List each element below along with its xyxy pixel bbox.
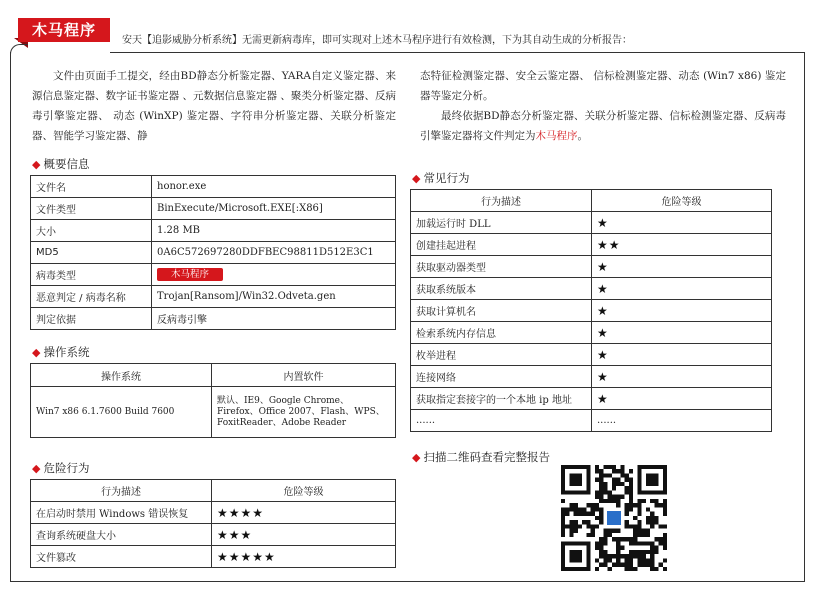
overview-title: 概要信息 [43,157,90,171]
diamond-icon: ◆ [32,346,41,359]
danger-table [30,479,396,568]
common-desc: 获取系统版本 [411,278,592,300]
overview-row [31,264,396,286]
overview-value: 1.28 MB [152,220,396,242]
common-row [411,410,772,432]
common-row [411,388,772,410]
common-row [411,256,772,278]
summary-paragraph-right-2 [420,106,786,146]
common-level-stars: ★ [592,344,772,366]
overview-value: 反病毒引擎 [152,308,396,330]
common-row [411,322,772,344]
os-col-software: 内置软件 [212,364,396,387]
overview-table [30,175,396,330]
overview-value: honor.exe [152,176,396,198]
common-title: 常见行为 [423,171,470,185]
common-desc: 创建挂起进程 [411,234,592,256]
common-desc: 获取指定套接字的一个本地 ip 地址 [411,388,592,410]
common-heading [412,170,469,186]
common-col-desc: 行为描述 [411,190,592,212]
common-table [410,189,772,432]
overview-key: 文件名 [31,176,152,198]
qr-code-icon[interactable] [561,465,667,571]
danger-level-stars: ★★★ [212,524,396,546]
common-desc: 获取计算机名 [411,300,592,322]
os-heading [32,344,89,360]
common-level-stars: ★ [592,300,772,322]
diamond-icon: ◆ [412,451,421,464]
os-col-system: 操作系统 [31,364,212,387]
danger-row [31,546,396,568]
common-level-stars: ★ [592,388,772,410]
summary-paragraph-left: 文件由页面手工提交，经由BD静态分析鉴定器、YARA自定义鉴定器、来源信息鉴定器、数字证书鉴定器 、元数据信息鉴定器 、聚类分析鉴定器、反病毒引擎鉴定器、 动态 (WinXP) 鉴定器、字符串分析鉴定器、关联分析鉴定器、智能学习鉴定器、静 [32,70,396,142]
intro-text: 安天【追影威胁分析系统】无需更新病毒库，即可实现对上述木马程序进行有效检测，下为其自动生成的分析报告： [122,35,632,46]
os-title: 操作系统 [43,345,90,359]
summary-paragraph-right [420,66,786,146]
common-desc: 加载运行时 DLL [411,212,592,234]
common-level-stars: ★ [592,322,772,344]
common-row [411,234,772,256]
common-row [411,344,772,366]
danger-level-stars: ★★★★ [212,502,396,524]
common-level-stars: ★★ [592,234,772,256]
common-level-stars: ★ [592,366,772,388]
danger-desc: 查询系统硬盘大小 [31,524,212,546]
common-desc: 获取驱动器类型 [411,256,592,278]
overview-row [31,242,396,264]
summary-conclusion-text: 最终依据BD静态分析鉴定器、关联分析鉴定器、信标检测鉴定器、反病毒引擎鉴定器将文件判定为 [420,110,786,142]
overview-key: 判定依据 [31,308,152,330]
overview-row [31,198,396,220]
os-software: 默认、IE9、Google Chrome、Firefox、Office 2007、Flash、WPS、FoxitReader、Adobe Reader [212,387,396,438]
overview-key: 恶意判定 / 病毒名称 [31,286,152,308]
common-row [411,278,772,300]
overview-row [31,220,396,242]
overview-key: 文件类型 [31,198,152,220]
qr-title: 扫描二维码查看完整报告 [423,450,550,464]
common-desc: 枚举进程 [411,344,592,366]
common-level-stars: ★ [592,212,772,234]
common-level-stars: ...... [592,410,772,432]
verdict-highlight: 木马程序 [535,130,578,142]
common-col-level: 危险等级 [592,190,772,212]
overview-key: MD5 [31,242,152,264]
overview-value: Trojan[Ransom]/Win32.Odveta.gen [152,286,396,308]
overview-row [31,176,396,198]
overview-heading [32,156,89,172]
overview-value [152,264,396,286]
diamond-icon: ◆ [32,158,41,171]
os-system: Win7 x86 6.1.7600 Build 7600 [31,387,212,438]
qr-heading [412,449,550,465]
common-desc: ...... [411,410,592,432]
diamond-icon: ◆ [32,462,41,475]
danger-desc: 文件篡改 [31,546,212,568]
common-row [411,212,772,234]
danger-row [31,524,396,546]
danger-title: 危险行为 [43,461,90,475]
summary-end-mark: 。 [577,130,588,142]
overview-key: 病毒类型 [31,264,152,286]
os-table [30,363,396,438]
overview-row [31,286,396,308]
common-desc: 检索系统内存信息 [411,322,592,344]
diamond-icon: ◆ [412,172,421,185]
common-row [411,300,772,322]
overview-value: BinExecute/Microsoft.EXE[:X86] [152,198,396,220]
danger-desc: 在启动时禁用 Windows 错误恢复 [31,502,212,524]
danger-col-desc: 行为描述 [31,480,212,502]
virus-type-badge: 木马程序 [157,268,223,281]
danger-row [31,502,396,524]
danger-level-stars: ★★★★★ [212,546,396,568]
danger-col-level: 危险等级 [212,480,396,502]
danger-heading [32,460,89,476]
overview-key: 大小 [31,220,152,242]
common-desc: 连接网络 [411,366,592,388]
common-row [411,366,772,388]
common-level-stars: ★ [592,256,772,278]
header-tag: 木马程序 [18,18,110,42]
summary-paragraph-right-1: 态特征检测鉴定器、安全云鉴定器、 信标检测鉴定器、动态 (Win7 x86) 鉴定器等鉴定分析。 [420,70,786,102]
overview-row [31,308,396,330]
common-level-stars: ★ [592,278,772,300]
overview-value: 0A6C572697280DDFBEC98811D512E3C1 [152,242,396,264]
qr-logo-icon [607,511,621,525]
